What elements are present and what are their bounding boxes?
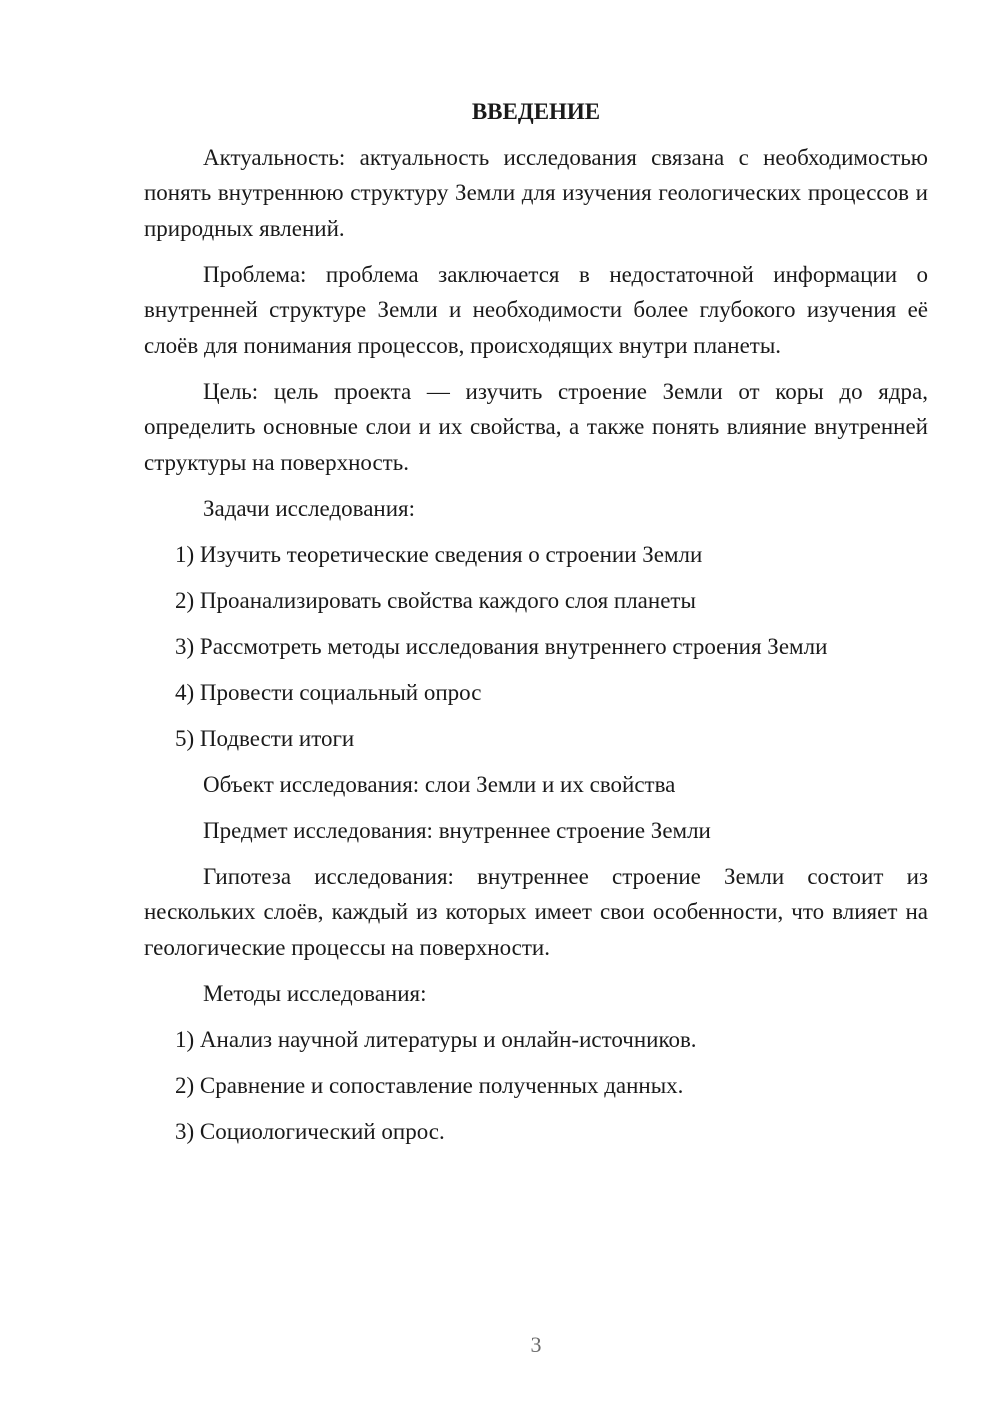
task-item-3: 3) Рассмотреть методы исследования внутреннего строения Земли [175,633,828,659]
methods-heading: Методы исследования: [203,980,427,1006]
method-item-2: 2) Сравнение и сопоставление полученных данных. [175,1072,684,1098]
method-item-1: 1) Анализ научной литературы и онлайн-источников. [175,1026,697,1052]
subject-paragraph: Предмет исследования: внутреннее строение Земли [203,817,711,843]
page-content [144,94,928,1160]
task-item-5: 5) Подвести итоги [175,725,355,751]
object-paragraph: Объект исследования: слои Земли и их свойства [203,771,676,797]
page-title: ВВЕДЕНИЕ [471,99,601,124]
task-item-1: 1) Изучить теоретические сведения о строении Земли [175,541,703,567]
tasks-heading: Задачи исследования: [203,495,416,521]
method-item-3: 3) Социологический опрос. [175,1118,445,1144]
relevance-paragraph: Актуальность: актуальность исследования связана с необходимостью понять внутреннюю структуру Земли для изучения геологических процессов и природных явлений. [144,144,928,241]
task-item-4: 4) Провести социальный опрос [175,679,482,705]
task-item-2: 2) Проанализировать свойства каждого слоя планеты [175,587,696,613]
hypothesis-paragraph: Гипотеза исследования: внутреннее строение Земли состоит из нескольких слоёв, каждый из которых имеет свои особенности, что влияет на геологические процессы на поверхности. [144,863,928,960]
page-number: 3 [530,1332,542,1357]
tasks-list [144,537,928,757]
goal-paragraph: Цель: цель проекта — изучить строение Земли от коры до ядра, определить основные слои и их свойства, а также понять влияние внутренней структуры на поверхность. [144,378,928,475]
methods-list [144,1022,928,1150]
problem-paragraph: Проблема: проблема заключается в недостаточной информации о внутренней структуре Земли и необходимости более глубокого изучения её слоёв для понимания процессов, происходящих внутри планеты. [144,261,928,358]
